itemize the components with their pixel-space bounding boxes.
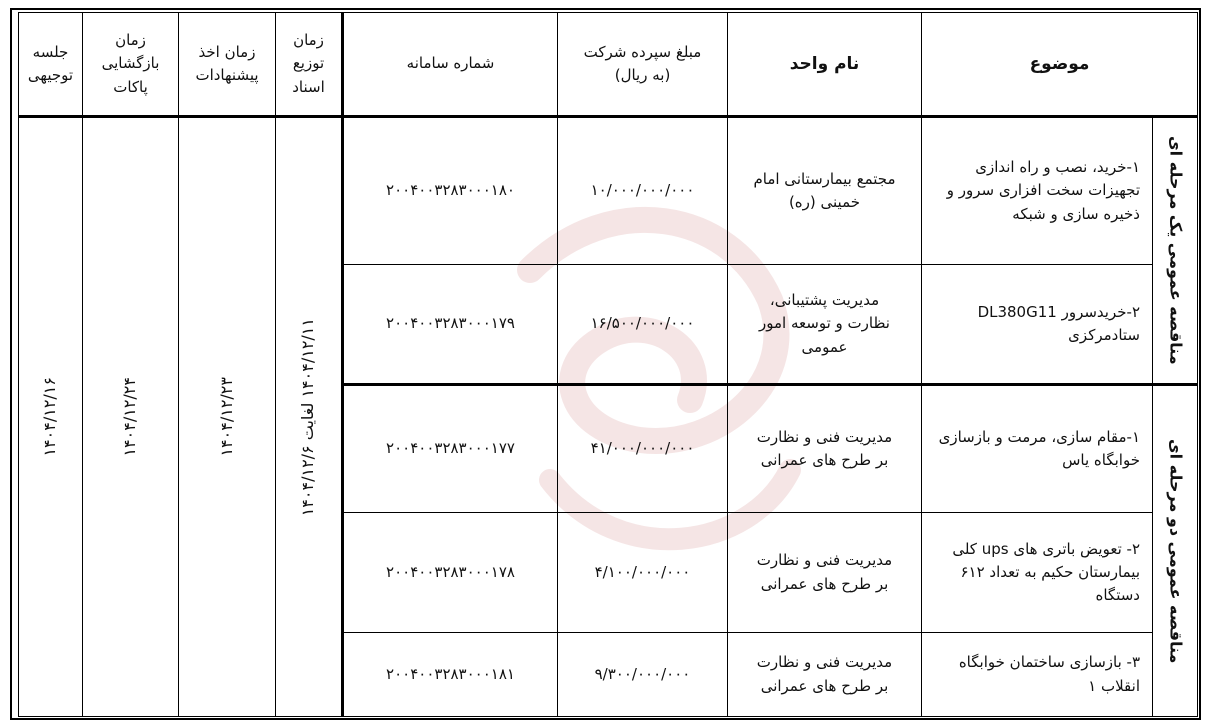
distribution-time-cell <box>276 118 341 716</box>
row-3-deposit: ۴۱/۰۰۰/۰۰۰/۰۰۰ <box>590 439 695 458</box>
row-4-subject: ۲- تعویض باتری های ups کلی بیمارستان حکیم به تعداد ۶۱۲ دستگاه <box>952 539 1140 605</box>
row-1-unit: مجتمع بیمارستانی امام خمینی (ره) <box>753 169 896 211</box>
proposals-time-value: ۱۴۰۴/۱۲/۲۳ <box>216 377 236 457</box>
header-distribution-time: زمان توزیع اسناد <box>292 31 325 96</box>
row-4-deposit: ۴/۱۰۰/۰۰۰/۰۰۰ <box>594 562 691 581</box>
header-deposit <box>558 13 727 115</box>
row-3-system-number: ۲۰۰۴۰۰۳۲۸۳۰۰۰۱۷۷ <box>386 439 515 458</box>
group-one-stage-label: مناقصه عمومی یک مرحله ای <box>1166 136 1186 365</box>
row-3-unit: مدیریت فنی و نظارت بر طرح های عمرانی <box>756 427 893 469</box>
header-deposit-label: مبلغ سپرده شرکت <box>583 42 702 61</box>
row-5-system-number: ۲۰۰۴۰۰۳۲۸۳۰۰۰۱۸۱ <box>386 664 515 683</box>
row-5-subject: ۳- بازسازی ساختمان خوابگاه انقلاب ۱ <box>958 653 1140 695</box>
header-system-number: شماره سامانه <box>406 54 495 73</box>
group-two-stage <box>1153 386 1197 716</box>
header-proposals-time: زمان اخذ پیشنهادات <box>195 42 259 84</box>
row-3-subject: ۱-مقام سازی، مرمت و بازسازی خوابگاه یاس <box>938 427 1140 469</box>
row-2-subject: ۲-خریدسرور DL380G11 ستادمرکزی <box>977 302 1140 344</box>
header-briefing-session: جلسه توجیهی <box>27 42 74 84</box>
row-4-system-number: ۲۰۰۴۰۰۳۲۸۳۰۰۰۱۷۸ <box>386 562 515 581</box>
group-one-stage <box>1153 118 1197 383</box>
opening-time-value: ۱۴۰۴/۱۲/۲۴ <box>120 377 140 457</box>
row-2-system-number: ۲۰۰۴۰۰۳۲۸۳۰۰۰۱۷۹ <box>386 314 515 333</box>
row-5-deposit: ۹/۳۰۰/۰۰۰/۰۰۰ <box>594 664 691 683</box>
header-unit-name: نام واحد <box>789 53 860 74</box>
opening-time-cell <box>83 118 178 716</box>
header-subject: موضوع <box>1029 53 1090 74</box>
row-4-unit: مدیریت فنی و نظارت بر طرح های عمرانی <box>756 551 893 593</box>
header-opening-time: زمان بازگشایی پاکات <box>101 31 160 96</box>
row-1-deposit: ۱۰/۰۰۰/۰۰۰/۰۰۰ <box>590 181 695 200</box>
row-2-unit: مدیریت پشتیبانی، نظارت و توسعه امور عمومی <box>759 291 890 356</box>
proposals-time-cell <box>179 118 275 716</box>
row-2-deposit: ۱۶/۵۰۰/۰۰۰/۰۰۰ <box>590 314 695 333</box>
row-5-unit: مدیریت فنی و نظارت بر طرح های عمرانی <box>756 653 893 695</box>
briefing-session-cell <box>19 118 82 716</box>
group-two-stage-label: مناقصه عمومی دو مرحله ای <box>1166 438 1186 664</box>
row-1-subject: ۱-خرید، نصب و راه اندازی تجهیزات سخت افزاری سرور و ذخیره سازی و شبکه <box>946 158 1140 223</box>
row-1-system-number: ۲۰۰۴۰۰۳۲۸۳۰۰۰۱۸۰ <box>386 181 515 200</box>
briefing-session-value: ۱۴۰۴/۱۲/۱۶ <box>40 377 60 457</box>
header-deposit-unit: (به ریال) <box>614 66 671 84</box>
distribution-time-value: ۱۴۰۴/۱۲/۱۱ لغایت ۱۴۰۴/۱۲/۶ <box>298 317 318 517</box>
